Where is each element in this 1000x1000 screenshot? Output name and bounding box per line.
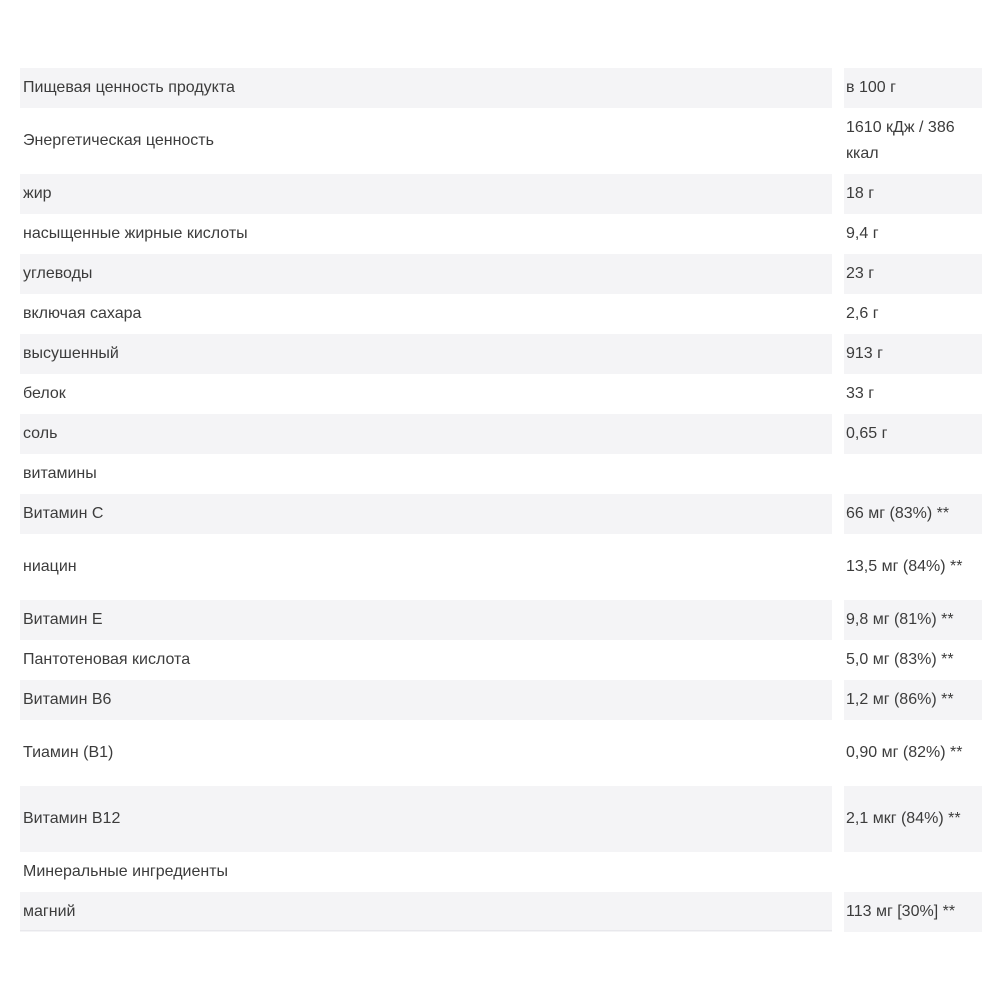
table-row bbox=[20, 494, 982, 534]
row-value: 113 мг [30%] ** bbox=[844, 892, 982, 932]
row-value: 2,6 г bbox=[846, 305, 879, 322]
nutrition-table bbox=[20, 68, 982, 932]
table-row bbox=[20, 892, 982, 932]
table-row bbox=[20, 640, 982, 680]
table-row bbox=[20, 108, 982, 174]
table-row bbox=[20, 254, 982, 294]
table-row bbox=[20, 334, 982, 374]
row-value bbox=[844, 852, 982, 892]
table-row bbox=[20, 68, 982, 108]
row-value bbox=[844, 454, 982, 494]
table-row bbox=[20, 214, 982, 254]
row-value: 0,65 г bbox=[844, 414, 982, 454]
row-label: Пищевая ценность продукта bbox=[20, 68, 832, 108]
row-label: белок bbox=[23, 385, 66, 402]
table-row bbox=[20, 294, 982, 334]
table-row bbox=[20, 534, 982, 600]
row-label: магний bbox=[20, 892, 832, 932]
row-value: 2,1 мкг (84%) ** bbox=[844, 786, 982, 852]
row-label: ниацин bbox=[23, 558, 77, 575]
table-row bbox=[20, 454, 982, 494]
row-label: насыщенные жирные кислоты bbox=[23, 225, 248, 242]
row-value: в 100 г bbox=[844, 68, 982, 108]
row-value: 18 г bbox=[844, 174, 982, 214]
row-value: 1610 кДж / 386 ккал bbox=[846, 119, 955, 162]
table-row bbox=[20, 852, 982, 892]
row-value: 66 мг (83%) ** bbox=[844, 494, 982, 534]
row-value: 9,8 мг (81%) ** bbox=[844, 600, 982, 640]
row-value: 1,2 мг (86%) ** bbox=[844, 680, 982, 720]
row-label: витамины bbox=[23, 465, 97, 482]
table-row bbox=[20, 414, 982, 454]
row-label: жир bbox=[20, 174, 832, 214]
table-row bbox=[20, 374, 982, 414]
row-value: 0,90 мг (82%) ** bbox=[846, 744, 963, 761]
row-label: Витамин В12 bbox=[20, 786, 832, 852]
row-value: 13,5 мг (84%) ** bbox=[846, 558, 963, 575]
table-row bbox=[20, 680, 982, 720]
table-row bbox=[20, 600, 982, 640]
row-label: Пантотеновая кислота bbox=[23, 651, 191, 668]
table-row bbox=[20, 720, 982, 786]
row-label: Витамин С bbox=[20, 494, 832, 534]
row-label: Минеральные ингредиенты bbox=[23, 863, 229, 880]
row-value: 5,0 мг (83%) ** bbox=[846, 651, 954, 668]
row-value: 23 г bbox=[844, 254, 982, 294]
row-label: соль bbox=[20, 414, 832, 454]
row-label: Энергетическая ценность bbox=[23, 132, 214, 149]
row-label: высушенный bbox=[20, 334, 832, 374]
table-row bbox=[20, 174, 982, 214]
row-label: Тиамин (В1) bbox=[23, 744, 114, 761]
table-bottom-divider bbox=[20, 930, 832, 931]
row-label: Витамин Е bbox=[20, 600, 832, 640]
row-value: 33 г bbox=[846, 385, 875, 402]
row-label: Витамин В6 bbox=[20, 680, 832, 720]
table-row bbox=[20, 786, 982, 852]
row-label: углеводы bbox=[20, 254, 832, 294]
row-value: 9,4 г bbox=[846, 225, 879, 242]
row-label: включая сахара bbox=[23, 305, 142, 322]
row-value: 913 г bbox=[844, 334, 982, 374]
